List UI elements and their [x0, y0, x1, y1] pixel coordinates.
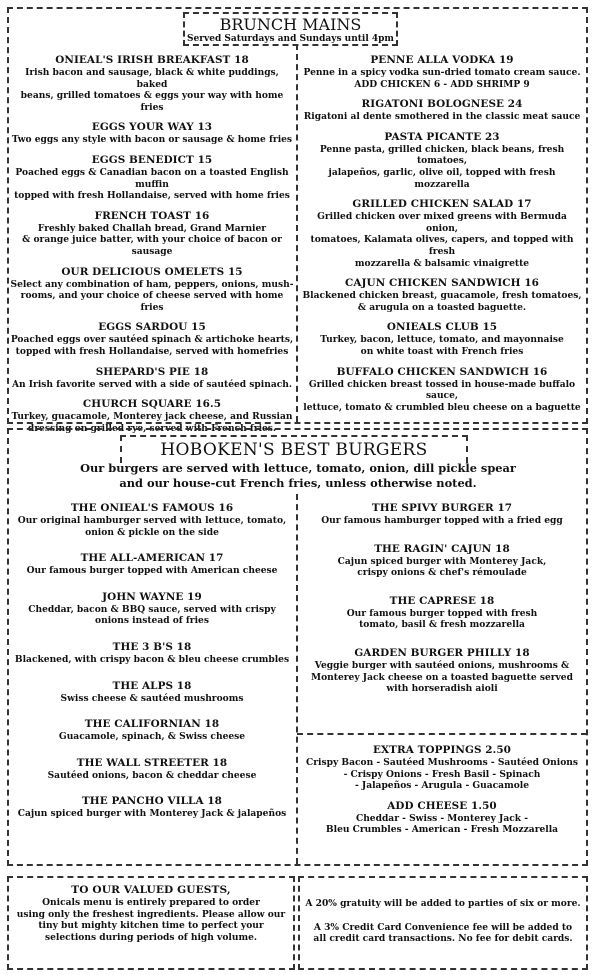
- menu-item-name: JOHN WAYNE 19: [102, 590, 202, 603]
- menu-item-name: ADD CHEESE 1.50: [387, 799, 497, 812]
- menu-item-description: Two eggs any style with bacon or sausage & home fries: [11, 134, 293, 146]
- menu-item-description: ADD CHICKEN 6 - ADD SHRIMP 9: [354, 78, 530, 90]
- menu-item-description: Poached eggs over sautéed spinach & artichoke hearts,: [10, 334, 294, 346]
- menu-item-name: GARDEN BURGER PHILLY 18: [354, 646, 530, 659]
- menu-item-description: & arugula on a toasted baguette.: [357, 301, 527, 313]
- menu-item-description: Our famous hamburger topped with a fried egg: [321, 515, 563, 526]
- menu-item-description: Swiss cheese & sautéed mushrooms: [60, 692, 244, 704]
- extras-column: [300, 744, 584, 836]
- guests-line: tiny but mighty kitchen time to perfect your: [38, 920, 264, 932]
- menu-item-description: lettuce, tomato & crumbled bleu cheese on a baguette: [303, 401, 581, 413]
- menu-item-name: CAJUN CHICKEN SANDWICH 16: [345, 277, 539, 290]
- menu-item: [10, 366, 294, 391]
- brunch-title: BRUNCH MAINS: [219, 15, 362, 34]
- menu-item: [300, 595, 584, 631]
- menu-item-description: Our famous burger topped with American cheese: [26, 565, 278, 577]
- menu-item-name: EGGS BENEDICT 15: [91, 153, 213, 166]
- menu-item-description: Sautéed onions, bacon & cheddar cheese: [47, 769, 257, 781]
- menu-item-description: Cheddar, bacon & BBQ sauce, served with crispy: [28, 603, 276, 615]
- menu-item-name: PASTA PICANTE 23: [384, 130, 500, 143]
- menu-item: [10, 591, 294, 627]
- menu-item-name: THE ONIEAL'S FAMOUS 16: [70, 502, 234, 514]
- menu-item: [10, 795, 294, 820]
- menu-item-name: EXTRA TOPPINGS 2.50: [373, 744, 511, 756]
- guests-title: TO OUR VALUED GUESTS,: [71, 884, 231, 896]
- menu-item-name: SHEPARD'S PIE 18: [95, 365, 209, 378]
- menu-item-name: THE CALIFORNIAN 18: [84, 718, 220, 731]
- burgers-subtitle-line: and our house-cut French fries, unless otherwise noted.: [119, 475, 477, 490]
- burgers-right-column: [300, 502, 584, 695]
- guests-line: using only the freshest ingredients. Please allow our: [16, 908, 286, 920]
- burgers-title: HOBOKEN'S BEST BURGERS: [160, 440, 428, 460]
- menu-item-description: mozzarella & balsamic vinaigrette: [354, 257, 530, 269]
- menu-item: [300, 277, 584, 313]
- menu-item-description: Guacamole, spinach, & Swiss cheese: [58, 731, 246, 743]
- menu-item-description: jalapeños, garlic, olive oil, topped with fresh mozzarella: [328, 166, 556, 190]
- menu-item-description: Blackened, with crispy bacon & bleu cheese crumbles: [14, 653, 290, 665]
- burgers-left-column: [10, 502, 294, 820]
- menu-item-description: Veggie burger with sautéed onions, mushrooms &: [314, 659, 570, 671]
- menu-item-description: Poached eggs & Canadian bacon on a toasted English muffin: [15, 166, 289, 190]
- menu-item-description: & orange juice batter, with your choice of bacon or sausage: [22, 234, 282, 257]
- menu-item-description: crispy onions & chef's rémoulade: [357, 567, 527, 579]
- menu-item-description: Cajun spiced burger with Monterey Jack,: [337, 555, 547, 567]
- menu-item: [300, 800, 584, 836]
- menu-item-description: - Crispy Onions - Fresh Basil - Spinach: [343, 768, 541, 780]
- menu-item: [10, 121, 294, 146]
- menu-item-description: topped with fresh Hollandaise, served with home fries: [14, 190, 290, 202]
- menu-item-description: Grilled chicken over mixed greens with Bermuda onion,: [317, 211, 567, 234]
- menu-item: [300, 366, 584, 414]
- brunch-left-column: [10, 54, 294, 434]
- brunch-title-box: [183, 12, 398, 46]
- menu-item-name: ONIEALS CLUB 15: [386, 321, 498, 334]
- burgers-title-box: [120, 435, 468, 463]
- menu-item-description: Select any combination of ham, peppers, onions, mush-: [10, 278, 294, 290]
- menu-item: [300, 131, 584, 190]
- menu-item-description: Our famous burger topped with fresh: [346, 607, 538, 619]
- menu-item-name: THE PANCHO VILLA 18: [81, 795, 223, 808]
- menu-item-description: Rigatoni al dente smothered in the classic meat sauce: [303, 111, 581, 123]
- menu-item-description: tomato, basil & fresh mozzarella: [359, 619, 525, 631]
- menu-item-description: dressing on grilled rye, served with French fries.: [27, 422, 277, 434]
- menu-item: [300, 744, 584, 792]
- menu-item-name: EGGS SARDOU 15: [98, 321, 206, 334]
- menu-item: [10, 154, 294, 202]
- brunch-right-column: [300, 54, 584, 413]
- menu-item: [10, 552, 294, 577]
- menu-item: [10, 210, 294, 258]
- burgers-column-divider: [296, 494, 298, 864]
- menu-item-description: Penne in a spicy vodka sun-dried tomato cream sauce.: [303, 67, 581, 78]
- burgers-subtitle-line: Our burgers are served with lettuce, tomato, onion, dill pickle spear: [80, 461, 516, 475]
- menu-item-description: Grilled chicken breast tossed in house-made buffalo sauce,: [308, 378, 576, 402]
- menu-item-description: Cajun spiced burger with Monterey Jack & jalapeños: [17, 808, 287, 820]
- menu-item-description: Crispy Bacon - Sautéed Mushrooms - Sautéed Onions: [305, 757, 578, 768]
- menu-item-description: onion & pickle on the side: [85, 526, 219, 538]
- menu-item-name: THE RAGIN' CAJUN 18: [374, 542, 510, 555]
- menu-item: [10, 54, 294, 113]
- guests-line: selections during periods of high volume.: [44, 931, 258, 943]
- menu-item-description: - Jalapeños - Arugula - Guacamole: [354, 780, 530, 792]
- menu-item-description: Our original hamburger served with lettuce, tomato,: [17, 515, 287, 526]
- menu-item-description: onions instead of fries: [95, 615, 209, 627]
- menu-item-name: RIGATONI BOLOGNESE 24: [361, 98, 523, 111]
- menu-item-name: OUR DELICIOUS OMELETS 15: [61, 265, 243, 278]
- menu-item-name: CHURCH SQUARE 16.5: [82, 398, 222, 411]
- menu-item: [300, 543, 584, 579]
- menu-item-name: THE ALL-AMERICAN 17: [80, 552, 224, 565]
- brunch-column-divider: [296, 44, 298, 422]
- menu-item-description: with horseradish aioli: [386, 683, 498, 695]
- menu-item-name: BUFFALO CHICKEN SANDWICH 16: [336, 365, 548, 378]
- menu-item-description: rooms, and your choice of cheese served with home fries: [20, 290, 284, 313]
- gratuity-note: A 20% gratuity will be added to parties of six or more.: [305, 898, 581, 909]
- menu-item: [10, 757, 294, 782]
- menu-item-name: THE CAPRESE 18: [389, 594, 495, 607]
- menu-item-name: THE ALPS 18: [112, 679, 192, 692]
- menu-item-description: tomatoes, Kalamata olives, capers, and topped with fresh: [310, 234, 574, 257]
- menu-item-name: GRILLED CHICKEN SALAD 17: [352, 198, 532, 211]
- menu-item: [10, 680, 294, 705]
- menu-item-description: on white toast with French fries: [360, 345, 524, 357]
- menu-item-description: beans, grilled tomatoes & eggs your way with home fries: [20, 90, 284, 113]
- policy-notice: [302, 898, 584, 945]
- menu-item: [300, 54, 584, 90]
- menu-item-description: Freshly baked Challah bread, Grand Marnier: [37, 222, 267, 234]
- guests-notice: [12, 884, 290, 943]
- menu-item-name: THE WALL STREETER 18: [76, 756, 228, 769]
- menu-item: [300, 502, 584, 527]
- menu-item-description: Bleu Crumbles - American - Fresh Mozzarella: [325, 824, 559, 836]
- menu-item-description: Turkey, guacamole, Monterey jack cheese, and Russian: [11, 411, 293, 423]
- brunch-subtitle: Served Saturdays and Sundays until 4pm: [187, 34, 394, 44]
- menu-item-name: PENNE ALLA VODKA 19: [370, 54, 514, 66]
- menu-item-description: Penne pasta, grilled chicken, black beans, fresh tomatoes,: [319, 143, 565, 167]
- menu-item-description: Irish bacon and sausage, black & white puddings, baked: [25, 67, 279, 90]
- extras-divider: [297, 733, 587, 735]
- menu-item: [300, 98, 584, 123]
- menu-item-description: An Irish favorite served with a side of sautéed spinach.: [11, 378, 293, 390]
- menu-item-name: FRENCH TOAST 16: [94, 209, 210, 222]
- menu-item: [10, 718, 294, 743]
- menu-item-name: EGGS YOUR WAY 13: [91, 121, 213, 134]
- menu-item-description: topped with fresh Hollandaise, served with homefries: [15, 345, 289, 357]
- menu-item-description: Cheddar - Swiss - Monterey Jack -: [355, 812, 529, 824]
- menu-item: [300, 321, 584, 357]
- burgers-subtitle: [20, 461, 576, 490]
- menu-item: [300, 647, 584, 695]
- menu-item-description: Monterey Jack cheese on a toasted baguette served: [311, 671, 573, 683]
- guests-line: Onicals menu is entirely prepared to order: [42, 897, 260, 908]
- menu-item: [10, 641, 294, 666]
- card-fee-line: all credit card transactions. No fee for debit cards.: [313, 933, 573, 945]
- menu-item-name: THE SPIVY BURGER 17: [371, 502, 513, 514]
- menu-item: [10, 266, 294, 314]
- menu-item: [300, 198, 584, 269]
- menu-item-description: Blackened chicken breast, guacamole, fresh tomatoes,: [302, 290, 582, 302]
- menu-item-name: ONIEAL'S IRISH BREAKFAST 18: [55, 54, 249, 66]
- menu-item: [10, 321, 294, 357]
- card-fee-line: A 3% Credit Card Convenience fee will be added to: [313, 921, 573, 933]
- menu-item: [10, 502, 294, 538]
- menu-item-description: Turkey, bacon, lettuce, tomato, and mayonnaise: [320, 334, 564, 346]
- menu-item-name: THE 3 B'S 18: [112, 640, 192, 653]
